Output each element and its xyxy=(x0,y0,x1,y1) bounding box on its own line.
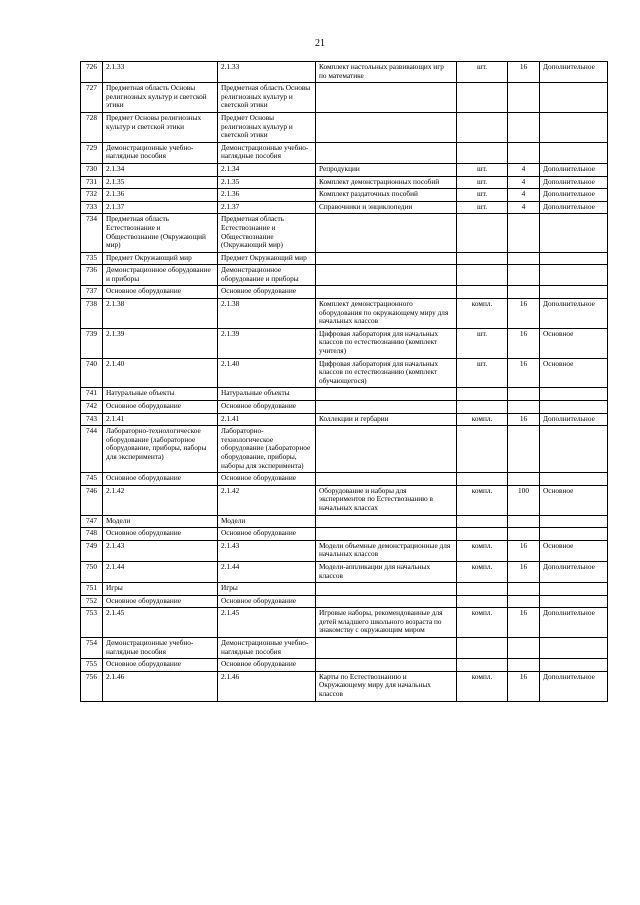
row-number-cell: 740 xyxy=(81,358,103,388)
subsection-cell: Основное оборудование xyxy=(218,595,316,608)
quantity-cell: 16 xyxy=(508,540,540,561)
subsection-cell: Предметная область Естествознание и Обществознание (Окружающий мир) xyxy=(218,214,316,252)
row-number-cell: 750 xyxy=(81,561,103,582)
unit-cell xyxy=(457,528,508,541)
equipment-type-cell: Дополнительное xyxy=(540,176,608,189)
equipment-type-cell xyxy=(540,595,608,608)
table-row xyxy=(81,401,608,414)
row-number-cell: 734 xyxy=(81,214,103,252)
equipment-type-cell xyxy=(540,83,608,113)
unit-cell xyxy=(457,426,508,473)
section-cell: Натуральные объекты xyxy=(103,388,218,401)
table-row xyxy=(81,388,608,401)
unit-cell: компл. xyxy=(457,671,508,701)
subsection-cell: Основное оборудование xyxy=(218,401,316,414)
quantity-cell: 16 xyxy=(508,608,540,638)
row-number-cell: 747 xyxy=(81,515,103,528)
unit-cell: шт. xyxy=(457,163,508,176)
section-cell: Демонстрационные учебно-наглядные пособия xyxy=(103,142,218,163)
quantity-cell: 16 xyxy=(508,62,540,83)
row-number-cell: 732 xyxy=(81,189,103,202)
equipment-type-cell: Дополнительное xyxy=(540,671,608,701)
row-number-cell: 735 xyxy=(81,252,103,265)
subsection-cell: Предмет Окружающий мир xyxy=(218,252,316,265)
table-row xyxy=(81,286,608,299)
equipment-type-cell xyxy=(540,388,608,401)
subsection-cell: 2.1.33 xyxy=(218,62,316,83)
section-cell: 2.1.44 xyxy=(103,561,218,582)
equipment-type-cell: Дополнительное xyxy=(540,163,608,176)
subsection-cell: Модели xyxy=(218,515,316,528)
subsection-cell: Натуральные объекты xyxy=(218,388,316,401)
section-cell: 2.1.46 xyxy=(103,671,218,701)
table-row xyxy=(81,83,608,113)
row-number-cell: 729 xyxy=(81,142,103,163)
table-row xyxy=(81,473,608,486)
item-name-cell: Игровые наборы, рекомендованные для детей младшего школьного возраста по знакомству с окружающим миром xyxy=(316,608,457,638)
section-cell: 2.1.37 xyxy=(103,201,218,214)
unit-cell xyxy=(457,583,508,596)
quantity-cell xyxy=(508,426,540,473)
table-row xyxy=(81,358,608,388)
equipment-type-cell xyxy=(540,583,608,596)
quantity-cell xyxy=(508,388,540,401)
unit-cell: шт. xyxy=(457,176,508,189)
section-cell: 2.1.35 xyxy=(103,176,218,189)
subsection-cell: Предмет Основы религиозных культур и светской этики xyxy=(218,112,316,142)
unit-cell xyxy=(457,286,508,299)
quantity-cell xyxy=(508,595,540,608)
section-cell: 2.1.41 xyxy=(103,413,218,426)
row-number-cell: 736 xyxy=(81,265,103,286)
item-name-cell: Модели-аппликации для начальных классов xyxy=(316,561,457,582)
equipment-type-cell: Дополнительное xyxy=(540,201,608,214)
section-cell: Основное оборудование xyxy=(103,595,218,608)
equipment-type-cell: Дополнительное xyxy=(540,189,608,202)
equipment-type-cell: Основное xyxy=(540,358,608,388)
row-number-cell: 726 xyxy=(81,62,103,83)
quantity-cell xyxy=(508,112,540,142)
row-number-cell: 752 xyxy=(81,595,103,608)
section-cell: 2.1.38 xyxy=(103,299,218,329)
equipment-type-cell: Основное xyxy=(540,485,608,515)
section-cell: Основное оборудование xyxy=(103,473,218,486)
unit-cell xyxy=(457,659,508,672)
table-row xyxy=(81,265,608,286)
equipment-type-cell xyxy=(540,473,608,486)
table-row xyxy=(81,328,608,358)
equipment-type-cell xyxy=(540,659,608,672)
row-number-cell: 727 xyxy=(81,83,103,113)
subsection-cell: 2.1.45 xyxy=(218,608,316,638)
page-number: 21 xyxy=(315,38,325,49)
table-row xyxy=(81,252,608,265)
unit-cell xyxy=(457,112,508,142)
section-cell: 2.1.45 xyxy=(103,608,218,638)
table-row xyxy=(81,515,608,528)
subsection-cell: Демонстрационное оборудование и приборы xyxy=(218,265,316,286)
unit-cell xyxy=(457,473,508,486)
subsection-cell: 2.1.44 xyxy=(218,561,316,582)
row-number-cell: 745 xyxy=(81,473,103,486)
equipment-type-cell: Основное xyxy=(540,540,608,561)
section-cell: Демонстрационное оборудование и приборы xyxy=(103,265,218,286)
quantity-cell xyxy=(508,286,540,299)
quantity-cell: 4 xyxy=(508,176,540,189)
equipment-type-cell xyxy=(540,401,608,414)
equipment-type-cell xyxy=(540,142,608,163)
table-row xyxy=(81,163,608,176)
row-number-cell: 751 xyxy=(81,583,103,596)
quantity-cell: 100 xyxy=(508,485,540,515)
table-row xyxy=(81,671,608,701)
quantity-cell: 16 xyxy=(508,561,540,582)
equipment-type-cell: Дополнительное xyxy=(540,608,608,638)
section-cell: Демонстрационные учебно-наглядные пособия xyxy=(103,638,218,659)
item-name-cell: Оборудование и наборы для экспериментов по Естествознанию в начальных классах xyxy=(316,485,457,515)
subsection-cell: Основное оборудование xyxy=(218,286,316,299)
subsection-cell: 2.1.34 xyxy=(218,163,316,176)
section-cell: Предмет Окружающий мир xyxy=(103,252,218,265)
row-number-cell: 746 xyxy=(81,485,103,515)
row-number-cell: 754 xyxy=(81,638,103,659)
subsection-cell: Основное оборудование xyxy=(218,473,316,486)
section-cell: 2.1.34 xyxy=(103,163,218,176)
item-name-cell: Цифровая лаборатория для начальных классов по естествознанию (комплект учителя) xyxy=(316,328,457,358)
equipment-type-cell: Дополнительное xyxy=(540,413,608,426)
table-row xyxy=(81,299,608,329)
subsection-cell: 2.1.39 xyxy=(218,328,316,358)
quantity-cell: 16 xyxy=(508,413,540,426)
section-cell: Предметная область Основы религиозных культур и светской этики xyxy=(103,83,218,113)
subsection-cell: 2.1.41 xyxy=(218,413,316,426)
unit-cell: шт. xyxy=(457,189,508,202)
equipment-type-cell xyxy=(540,265,608,286)
table-row xyxy=(81,540,608,561)
item-name-cell xyxy=(316,528,457,541)
item-name-cell xyxy=(316,388,457,401)
table-row xyxy=(81,583,608,596)
subsection-cell: 2.1.36 xyxy=(218,189,316,202)
unit-cell: шт. xyxy=(457,201,508,214)
row-number-cell: 741 xyxy=(81,388,103,401)
item-name-cell: Коллекции и гербарии xyxy=(316,413,457,426)
item-name-cell xyxy=(316,638,457,659)
section-cell: Предмет Основы религиозных культур и светской этики xyxy=(103,112,218,142)
section-cell: Основное оборудование xyxy=(103,659,218,672)
table-row xyxy=(81,528,608,541)
section-cell: 2.1.39 xyxy=(103,328,218,358)
table-row xyxy=(81,561,608,582)
item-name-cell: Справочники и энциклопедии xyxy=(316,201,457,214)
unit-cell: шт. xyxy=(457,62,508,83)
section-cell: Основное оборудование xyxy=(103,528,218,541)
item-name-cell xyxy=(316,426,457,473)
quantity-cell: 4 xyxy=(508,189,540,202)
row-number-cell: 743 xyxy=(81,413,103,426)
quantity-cell: 16 xyxy=(508,671,540,701)
item-name-cell xyxy=(316,595,457,608)
unit-cell: компл. xyxy=(457,413,508,426)
unit-cell xyxy=(457,142,508,163)
row-number-cell: 739 xyxy=(81,328,103,358)
item-name-cell xyxy=(316,265,457,286)
row-number-cell: 756 xyxy=(81,671,103,701)
equipment-type-cell xyxy=(540,426,608,473)
table-row xyxy=(81,214,608,252)
unit-cell xyxy=(457,401,508,414)
row-number-cell: 737 xyxy=(81,286,103,299)
item-name-cell xyxy=(316,583,457,596)
equipment-type-cell: Дополнительное xyxy=(540,299,608,329)
table-body xyxy=(81,62,608,702)
unit-cell xyxy=(457,252,508,265)
item-name-cell: Комплект демонстрационных пособий xyxy=(316,176,457,189)
subsection-cell: Предметная область Основы религиозных культур и светской этики xyxy=(218,83,316,113)
unit-cell xyxy=(457,388,508,401)
equipment-type-cell xyxy=(540,214,608,252)
subsection-cell: Демонстрационные учебно-наглядные пособия xyxy=(218,638,316,659)
row-number-cell: 728 xyxy=(81,112,103,142)
row-number-cell: 749 xyxy=(81,540,103,561)
item-name-cell xyxy=(316,401,457,414)
item-name-cell: Комплект демонстрационного оборудования по окружающему миру для начальных классов xyxy=(316,299,457,329)
item-name-cell xyxy=(316,83,457,113)
unit-cell: компл. xyxy=(457,608,508,638)
quantity-cell xyxy=(508,515,540,528)
item-name-cell: Карты по Естествознанию и Окружающему миру для начальных классов xyxy=(316,671,457,701)
quantity-cell xyxy=(508,659,540,672)
row-number-cell: 755 xyxy=(81,659,103,672)
section-cell: 2.1.40 xyxy=(103,358,218,388)
item-name-cell xyxy=(316,252,457,265)
equipment-type-cell xyxy=(540,638,608,659)
row-number-cell: 742 xyxy=(81,401,103,414)
table-row xyxy=(81,485,608,515)
section-cell: Основное оборудование xyxy=(103,286,218,299)
equipment-table xyxy=(80,61,608,702)
table-row xyxy=(81,62,608,83)
section-cell: 2.1.33 xyxy=(103,62,218,83)
section-cell: Предметная область Естествознание и Обществознание (Окружающий мир) xyxy=(103,214,218,252)
quantity-cell xyxy=(508,142,540,163)
quantity-cell: 16 xyxy=(508,328,540,358)
equipment-type-cell: Дополнительное xyxy=(540,62,608,83)
quantity-cell: 4 xyxy=(508,201,540,214)
item-name-cell xyxy=(316,286,457,299)
unit-cell xyxy=(457,214,508,252)
row-number-cell: 748 xyxy=(81,528,103,541)
equipment-type-cell xyxy=(540,252,608,265)
unit-cell xyxy=(457,638,508,659)
unit-cell xyxy=(457,595,508,608)
row-number-cell: 744 xyxy=(81,426,103,473)
equipment-type-cell xyxy=(540,112,608,142)
table-row xyxy=(81,608,608,638)
subsection-cell: 2.1.40 xyxy=(218,358,316,388)
subsection-cell: Основное оборудование xyxy=(218,659,316,672)
item-name-cell xyxy=(316,659,457,672)
unit-cell: компл. xyxy=(457,299,508,329)
table-row xyxy=(81,426,608,473)
item-name-cell: Модели объемные демонстрационные для начальных классов xyxy=(316,540,457,561)
unit-cell: компл. xyxy=(457,561,508,582)
equipment-type-cell xyxy=(540,286,608,299)
quantity-cell: 16 xyxy=(508,299,540,329)
table-row xyxy=(81,142,608,163)
row-number-cell: 753 xyxy=(81,608,103,638)
subsection-cell: 2.1.37 xyxy=(218,201,316,214)
item-name-cell xyxy=(316,214,457,252)
subsection-cell: 2.1.38 xyxy=(218,299,316,329)
subsection-cell: 2.1.35 xyxy=(218,176,316,189)
unit-cell: шт. xyxy=(457,358,508,388)
item-name-cell: Цифровая лаборатория для начальных классов по естествознанию (комплект обучающегося) xyxy=(316,358,457,388)
subsection-cell: Демонстрационные учебно-наглядные пособия xyxy=(218,142,316,163)
section-cell: 2.1.42 xyxy=(103,485,218,515)
quantity-cell xyxy=(508,401,540,414)
item-name-cell xyxy=(316,515,457,528)
quantity-cell xyxy=(508,473,540,486)
quantity-cell: 4 xyxy=(508,163,540,176)
table-row xyxy=(81,413,608,426)
quantity-cell xyxy=(508,583,540,596)
quantity-cell xyxy=(508,638,540,659)
unit-cell: компл. xyxy=(457,540,508,561)
row-number-cell: 733 xyxy=(81,201,103,214)
quantity-cell xyxy=(508,265,540,286)
quantity-cell xyxy=(508,528,540,541)
subsection-cell: 2.1.42 xyxy=(218,485,316,515)
subsection-cell: Игры xyxy=(218,583,316,596)
row-number-cell: 731 xyxy=(81,176,103,189)
table-row xyxy=(81,659,608,672)
subsection-cell: Основное оборудование xyxy=(218,528,316,541)
section-cell: 2.1.36 xyxy=(103,189,218,202)
section-cell: Модели xyxy=(103,515,218,528)
section-cell: Лабораторно-технологическое оборудование (лабораторное оборудование, приборы, наборы для эксперимента) xyxy=(103,426,218,473)
table-row xyxy=(81,201,608,214)
equipment-type-cell xyxy=(540,515,608,528)
unit-cell xyxy=(457,265,508,286)
quantity-cell xyxy=(508,252,540,265)
item-name-cell: Комплект раздаточных пособий xyxy=(316,189,457,202)
table-row xyxy=(81,638,608,659)
unit-cell xyxy=(457,515,508,528)
quantity-cell xyxy=(508,83,540,113)
unit-cell: шт. xyxy=(457,328,508,358)
table-row xyxy=(81,112,608,142)
table-row xyxy=(81,189,608,202)
row-number-cell: 730 xyxy=(81,163,103,176)
equipment-type-cell: Дополнительное xyxy=(540,561,608,582)
subsection-cell: 2.1.46 xyxy=(218,671,316,701)
subsection-cell: Лабораторно-технологическое оборудование (лабораторное оборудование, приборы, наборы для эксперимента) xyxy=(218,426,316,473)
table-row xyxy=(81,595,608,608)
item-name-cell xyxy=(316,142,457,163)
item-name-cell: Комплект настольных развивающих игр по математике xyxy=(316,62,457,83)
quantity-cell: 16 xyxy=(508,358,540,388)
section-cell: Игры xyxy=(103,583,218,596)
table-row xyxy=(81,176,608,189)
equipment-type-cell: Основное xyxy=(540,328,608,358)
item-name-cell: Репродукции xyxy=(316,163,457,176)
item-name-cell xyxy=(316,473,457,486)
unit-cell: компл. xyxy=(457,485,508,515)
section-cell: 2.1.43 xyxy=(103,540,218,561)
quantity-cell xyxy=(508,214,540,252)
subsection-cell: 2.1.43 xyxy=(218,540,316,561)
item-name-cell xyxy=(316,112,457,142)
equipment-type-cell xyxy=(540,528,608,541)
unit-cell xyxy=(457,83,508,113)
row-number-cell: 738 xyxy=(81,299,103,329)
section-cell: Основное оборудование xyxy=(103,401,218,414)
